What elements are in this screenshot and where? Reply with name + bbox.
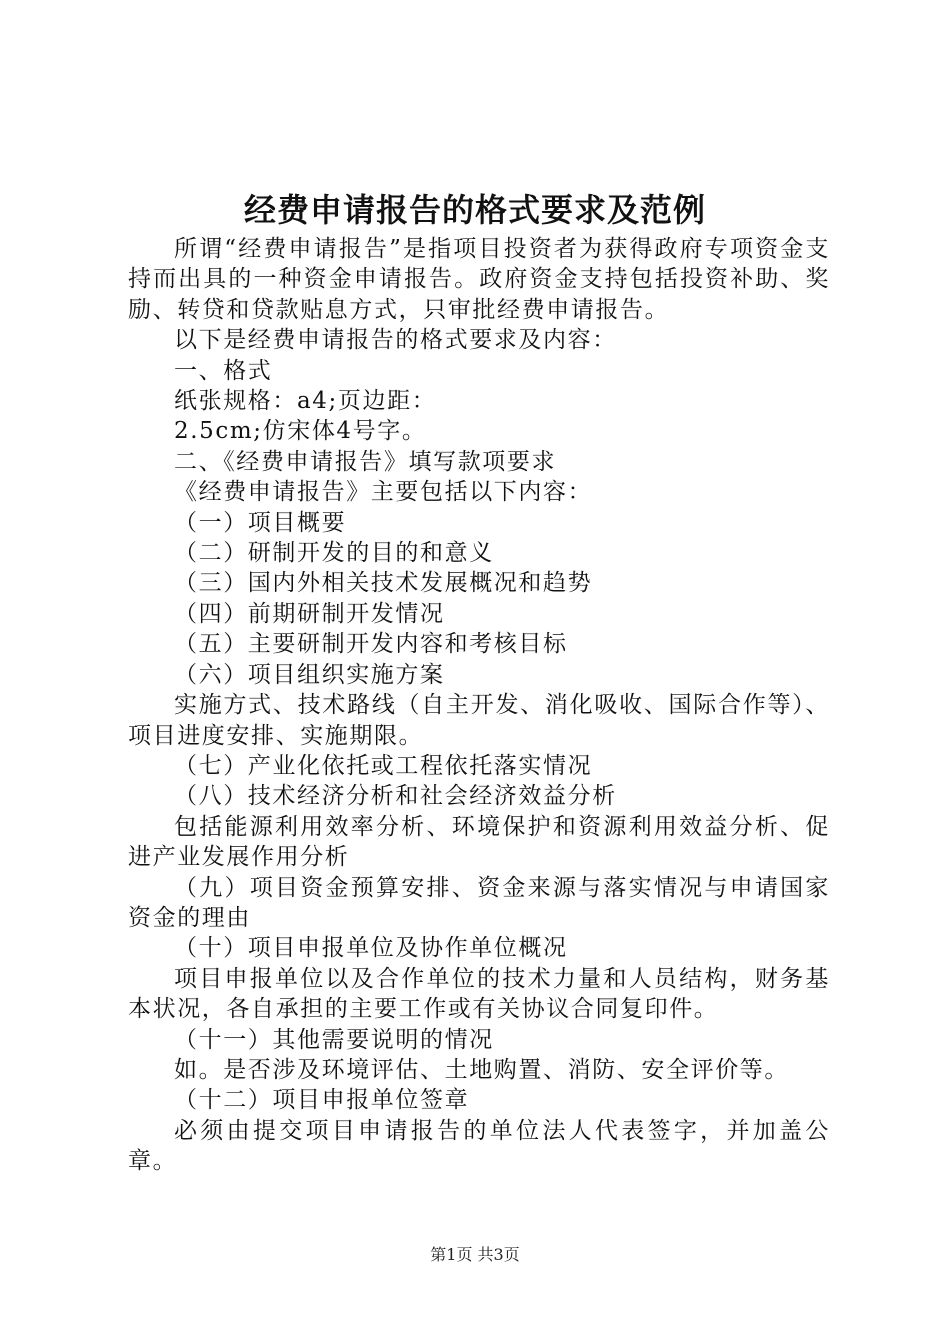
paragraph-lead: 以下是经费申请报告的格式要求及内容：	[174, 327, 617, 354]
paragraph-contents-intro: 《经费申请报告》主要包括以下内容：	[174, 479, 593, 506]
paragraph-paper-spec: 纸张规格：a4;页边距：	[174, 388, 437, 415]
list-item-8: （八）技术经济分析和社会经济效益分析	[174, 783, 617, 810]
document-title: 经费申请报告的格式要求及范例	[243, 191, 706, 229]
list-item-3: （三）国内外相关技术发展概况和趋势	[174, 570, 593, 597]
page-footer: 第1页 共3页	[430, 1245, 520, 1264]
section-heading-requirements: 二、《经费申请报告》填写款项要求	[174, 448, 557, 475]
list-item-10-detail: 项目申报单位以及合作单位的技术力量和人员结构，财务基本状况，各自承担的主要工作或有关协议合同复印件。	[128, 965, 830, 1023]
list-item-12-detail: 必须由提交项目申请报告的单位法人代表签字，并加盖公章。	[128, 1117, 830, 1175]
list-item-6: （六）项目组织实施方案	[174, 661, 445, 688]
list-item-10: （十）项目申报单位及协作单位概况	[174, 935, 568, 962]
list-item-2: （二）研制开发的目的和意义	[174, 540, 494, 567]
list-item-11: （十一）其他需要说明的情况	[174, 1026, 494, 1053]
list-item-9: （九）项目资金预算安排、资金来源与落实情况与申请国家资金的理由	[128, 874, 830, 931]
list-item-11-detail: 如。是否涉及环境评估、土地购置、消防、安全评价等。	[174, 1056, 789, 1083]
list-item-12: （十二）项目申报单位签章	[174, 1087, 470, 1114]
list-item-5: （五）主要研制开发内容和考核目标	[174, 631, 568, 658]
section-heading-format: 一、格式	[174, 357, 273, 384]
list-item-4: （四）前期研制开发情况	[174, 600, 445, 627]
paragraph-intro: 所谓“经费申请报告”是指项目投资者为获得政府专项资金支持而出具的一种资金申请报告。政府资金支持包括投资补助、奖励、转贷和贷款贴息方式，只审批经费申请报告。	[128, 236, 830, 323]
list-item-1: （一）项目概要	[174, 509, 347, 536]
list-item-7: （七）产业化依托或工程依托落实情况	[174, 752, 593, 779]
list-item-8-detail: 包括能源利用效率分析、环境保护和资源利用效益分析、促进产业发展作用分析	[128, 813, 830, 871]
list-item-6-detail: 实施方式、技术路线（自主开发、消化吸收、国际合作等）、项目进度安排、实施期限。	[128, 692, 830, 749]
paragraph-font-spec: 2.5cm;仿宋体4号字。	[174, 418, 427, 445]
document-body	[128, 234, 830, 1177]
